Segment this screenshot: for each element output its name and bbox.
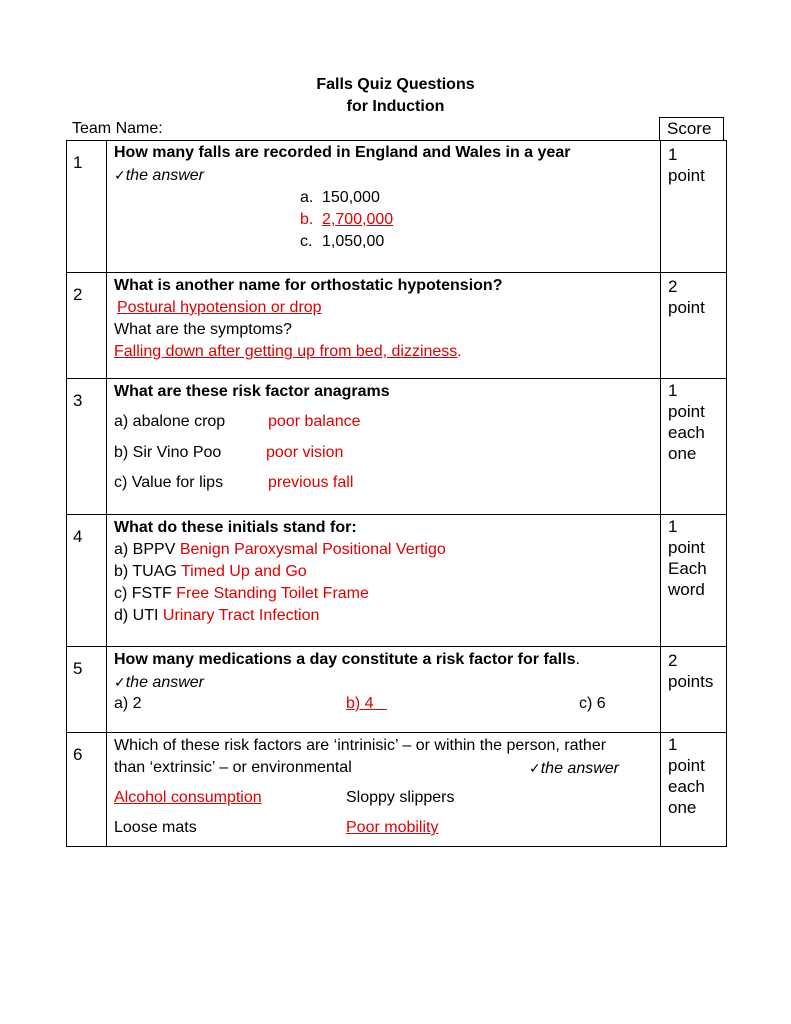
title-line-2: for Induction xyxy=(346,98,445,115)
option-1-correct: Alcohol consumption xyxy=(114,789,262,806)
question-number: 5 xyxy=(67,647,107,733)
option-c: c. 1,050,00 xyxy=(300,233,385,250)
question-text-2: What are the symptoms? xyxy=(114,321,292,338)
question-text: How many medications a day constitute a risk factor for falls. xyxy=(114,651,580,668)
option-3: Loose mats xyxy=(114,819,197,836)
question-row-3 xyxy=(67,379,727,515)
score-cell: 1 point Each word xyxy=(661,515,727,647)
question-row-4 xyxy=(67,515,727,647)
question-text: How many falls are recorded in England and Wales in a year xyxy=(114,144,571,161)
option-b-correct: b. 2,700,000 xyxy=(300,211,394,228)
answer-hint: ✓the answer xyxy=(114,674,204,691)
question-row-1 xyxy=(67,141,727,273)
initials-b: b) TUAG Timed Up and Go xyxy=(114,563,307,580)
question-cell xyxy=(107,647,661,733)
option-c: c) 6 xyxy=(579,695,606,712)
score-header: Score xyxy=(659,117,724,140)
anagram-b: b) Sir Vino Poo xyxy=(114,444,222,461)
initials-a: a) BPPV Benign Paroxysmal Positional Vertigo xyxy=(114,541,446,558)
anagram-c-answer: previous fall xyxy=(268,474,354,491)
tick-icon: ✓ xyxy=(114,674,126,690)
question-row-5 xyxy=(67,647,727,733)
document-title xyxy=(0,74,791,118)
answer-text: Postural hypotension or drop xyxy=(117,299,322,316)
question-text: What do these initials stand for: xyxy=(114,519,357,536)
score-cell: 2 points xyxy=(661,647,727,733)
score-cell: 1 point each one xyxy=(661,733,727,847)
question-row-6 xyxy=(67,733,727,847)
anagram-c: c) Value for lips xyxy=(114,474,224,491)
question-cell xyxy=(107,379,661,515)
score-cell: 1 point xyxy=(661,141,727,273)
team-name-label: Team Name: xyxy=(72,120,163,137)
question-text: What is another name for orthostatic hypotension? xyxy=(114,277,503,294)
score-cell: 1 point each one xyxy=(661,379,727,515)
option-b-correct: b) 4 xyxy=(346,695,374,712)
option-a: a. 150,000 xyxy=(300,189,380,206)
question-cell xyxy=(107,733,661,847)
question-number: 3 xyxy=(67,379,107,515)
anagram-a: a) abalone crop xyxy=(114,413,226,430)
question-text-line-2: than ‘extrinsic’ – or environmental xyxy=(114,759,352,776)
initials-c: c) FSTF Free Standing Toilet Frame xyxy=(114,585,369,602)
question-cell xyxy=(107,515,661,647)
score-cell: 2 point xyxy=(661,273,727,379)
answer-hint: ✓the answer xyxy=(114,167,204,184)
question-number: 6 xyxy=(67,733,107,847)
question-number: 1 xyxy=(67,141,107,273)
question-number: 4 xyxy=(67,515,107,647)
question-text-line-1: Which of these risk factors are ‘intrinisic’ – or within the person, rather xyxy=(114,737,607,754)
option-4-correct: Poor mobility xyxy=(346,819,439,836)
tick-icon: ✓ xyxy=(529,760,541,776)
answer-text-2: Falling down after getting up from bed, dizziness. xyxy=(114,343,462,360)
title-line-1: Falls Quiz Questions xyxy=(316,76,475,93)
anagram-a-answer: poor balance xyxy=(268,413,361,430)
option-a: a) 2 xyxy=(114,695,142,712)
question-text: What are these risk factor anagrams xyxy=(114,383,390,400)
question-cell xyxy=(107,141,661,273)
option-2: Sloppy slippers xyxy=(346,789,455,806)
question-cell xyxy=(107,273,661,379)
quiz-table xyxy=(66,140,727,847)
question-number: 2 xyxy=(67,273,107,379)
answer-hint: ✓the answer xyxy=(529,760,619,777)
tick-icon: ✓ xyxy=(114,167,126,183)
question-row-2 xyxy=(67,273,727,379)
anagram-b-answer: poor vision xyxy=(266,444,344,461)
initials-d: d) UTI Urinary Tract Infection xyxy=(114,607,320,624)
